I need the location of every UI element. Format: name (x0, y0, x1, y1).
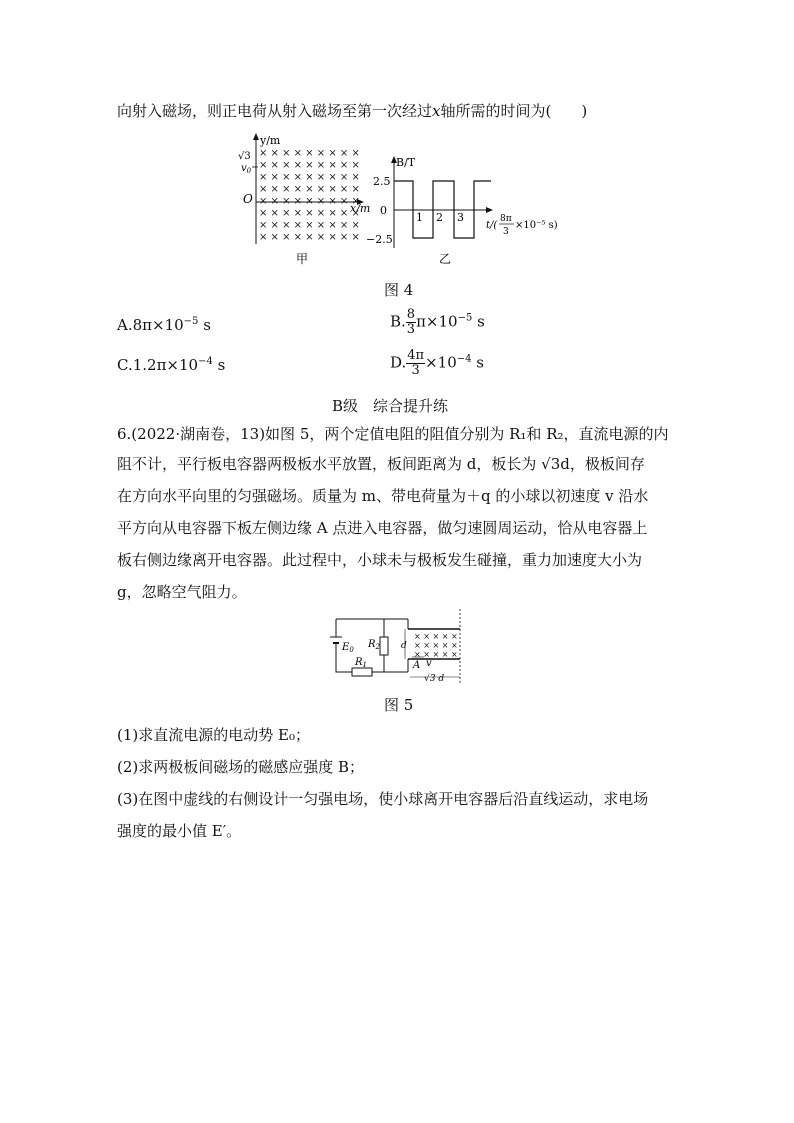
yi-pos-value: 2.5 (373, 175, 391, 188)
battery-e0-label: $E_0$ (342, 642, 354, 654)
yi-y-label: B/T (396, 156, 416, 169)
yi-neg-value: −2.5 (366, 233, 393, 246)
resistor-r1-label: $R_1$ (355, 657, 367, 669)
svg-text:× × × × × × × × ×: × × × × × × × × × (259, 232, 360, 243)
svg-text:× × × × × × × × ×: × × × × × × × × × (259, 208, 360, 219)
question-5-tail: 向射入磁场，则正电荷从射入磁场至第一次经过x轴所需的时间为( ) (117, 102, 588, 120)
option-b: B. $\frac{8}{3}$ $\pi\times 10^{-5}$ s (390, 307, 485, 337)
jia-origin: O (243, 192, 253, 206)
sub-question-3-line-1: (3)在图中虚线的右侧设计一匀强电场，使小球离开电容器后沿直线运动，求电场 (117, 790, 649, 808)
option-c: $C.1.2\pi\times 10^{-4}$ s (117, 356, 226, 374)
question-6-line-2: 阻不计，平行板电容器两极板水平放置，板间距离为 d，板长为 √3d，极板间存 (117, 455, 645, 473)
question-6-line-5: 板右侧边缘离开电容器。此过程中，小球未与极板发生碰撞，重力加速度大小为 (117, 551, 643, 569)
svg-text:× × × × × × × × ×: × × × × × × × × × (259, 172, 360, 183)
svg-text:× × × × × × × × ×: × × × × × × × × × (259, 148, 360, 159)
velocity-v-label: v (426, 658, 432, 669)
resistor-r2 (380, 637, 388, 655)
question-6-line-1: 6.(2022·湖南卷，13)如图 5，两个定值电阻的阻值分别为 R₁和 R₂，直流电源的内 (117, 425, 669, 443)
capacitor-magnetic-field (414, 632, 458, 659)
question-6-line-4: 平方向从电容器下板左侧边缘 A 点进入电容器，做匀速圆周运动，恰从电容器上 (117, 519, 648, 537)
figure-4-caption: 图 4 (384, 281, 414, 299)
sub-question-2: (2)求两极板间磁场的磁感应强度 B； (117, 758, 365, 776)
svg-text:× × × × ×: × × × × × (414, 641, 458, 650)
point-a-label: A (413, 660, 421, 671)
question-6-line-3: 在方向水平向里的匀强磁场。质量为 m、带电荷量为＋q 的小球以初速度 v 沿水 (117, 487, 649, 505)
sub-question-1: (1)求直流电源的电动势 E₀； (117, 726, 310, 744)
svg-text:× × × × × × × × ×: × × × × × × × × × (259, 220, 360, 231)
yi-tick-2: 2 (436, 211, 443, 224)
yi-x-label-post: ×10⁻⁵ s) (515, 220, 558, 231)
figure-5-circuit (328, 607, 468, 687)
svg-text:× × × × ×: × × × × × (414, 650, 458, 659)
jia-magnetic-field-crosses (259, 148, 360, 243)
figure-4-yi (366, 156, 558, 266)
plate-length-label: √3 d (424, 674, 445, 684)
yi-zero: 0 (380, 204, 387, 217)
distance-d-label: d (401, 641, 407, 651)
option-a: $A.8\pi\times 10^{-5}$ s (117, 316, 211, 334)
yi-x-label-num: 8π (500, 214, 512, 224)
resistor-r2-label: $R_2$ (368, 639, 380, 651)
svg-text:× × × × × × × × ×: × × × × × × × × × (259, 160, 360, 171)
figure-4 (232, 130, 572, 270)
yi-tick-1: 1 (416, 211, 423, 224)
jia-y-label: y/m (260, 134, 281, 147)
jia-v0: $v_0$ (241, 163, 252, 175)
figure-4-jia (238, 133, 370, 266)
yi-x-label-pre: t/( (486, 220, 498, 231)
svg-text:× × × × × × × × ×: × × × × × × × × × (259, 196, 360, 207)
yi-tick-3: 3 (457, 211, 464, 224)
resistor-r1 (352, 668, 372, 676)
svg-text:× × × × × × × × ×: × × × × × × × × × (259, 184, 360, 195)
jia-sqrt3: √3 (238, 151, 251, 162)
figure-5-caption: 图 5 (384, 696, 414, 714)
option-d: D. $\frac{4\pi}{3}$ $\times 10^{-4}$ s (390, 348, 484, 378)
jia-x-label: x/m (350, 202, 371, 215)
sub-question-3-line-2: 强度的最小值 E′。 (117, 822, 242, 840)
yi-x-label-den: 3 (503, 227, 509, 237)
section-title: B级 综合提升练 (332, 397, 449, 415)
question-6-line-6: g，忽略空气阻力。 (117, 583, 247, 601)
jia-caption: 甲 (296, 252, 309, 266)
svg-text:× × × × ×: × × × × × (414, 632, 458, 641)
yi-caption: 乙 (439, 252, 452, 266)
